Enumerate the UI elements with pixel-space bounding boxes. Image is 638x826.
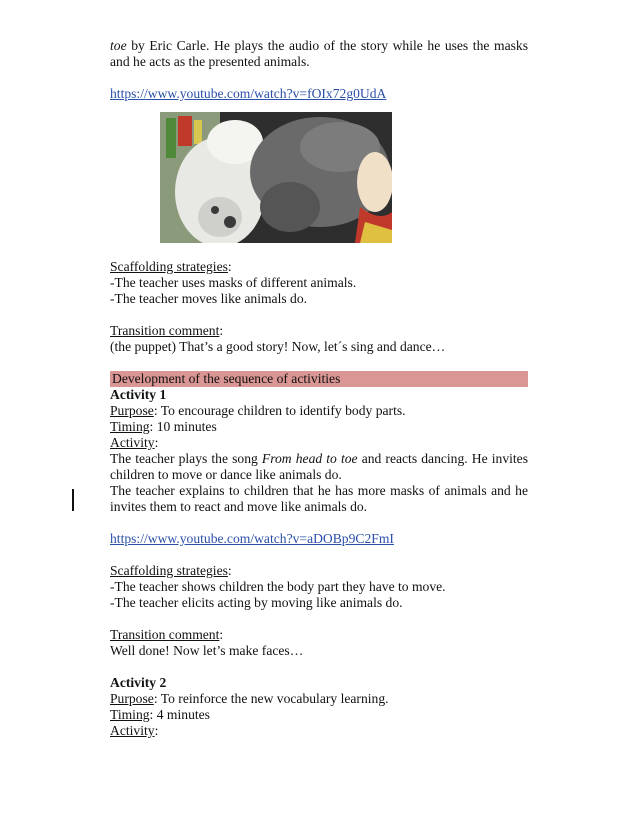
activity-1-purpose: Purpose: To encourage children to identify body parts. [110, 403, 406, 418]
activity-1-paragraph-2: The teacher explains to children that he has more masks of animals and he invites them to react and move like animals do. [110, 483, 528, 514]
transition-heading-1: Transition comment: [110, 323, 224, 338]
activity-2-timing: Timing: 4 minutes [110, 707, 210, 722]
youtube-link-2[interactable]: https://www.youtube.com/watch?v=aDOBp9C2FmI [110, 531, 394, 546]
scaffolding-heading-2: Scaffolding strategies: [110, 563, 232, 578]
activity-1-timing: Timing: 10 minutes [110, 419, 217, 434]
activity-1-label: Activity: [110, 435, 159, 450]
scaffolding-heading-1: Scaffolding strategies: [110, 259, 232, 274]
intro-text: by Eric Carle. He plays the audio of the story while he uses the masks and he acts as the presented animals. [110, 38, 528, 69]
youtube-link-1[interactable]: https://www.youtube.com/watch?v=fOIx72g0UdA [110, 86, 387, 101]
intro-paragraph [110, 38, 528, 70]
scaffolding-item: -The teacher moves like animals do. [110, 291, 308, 306]
activity-2-title: Activity 2 [110, 675, 167, 690]
scaffolding-item: -The teacher uses masks of different animals. [110, 275, 357, 290]
section-heading: Development of the sequence of activities [110, 371, 528, 387]
document-page [110, 38, 528, 739]
activity-2-label: Activity: [110, 723, 159, 738]
song-title: From head to toe [261, 451, 358, 466]
scaffolding-item: -The teacher shows children the body part they have to move. [110, 579, 446, 594]
change-bar [72, 489, 74, 511]
transition-text-2: Well done! Now let’s make faces… [110, 643, 304, 658]
activity-1-paragraph-1: The teacher plays the song From head to toe and reacts dancing. He invites children to move or dance like animals do. [110, 451, 528, 482]
animal-masks-image [160, 112, 392, 243]
activity-1-title: Activity 1 [110, 387, 167, 402]
intro-italic: toe [110, 38, 127, 53]
video-thumbnail-animal-masks-icon [160, 112, 392, 243]
scaffolding-item: -The teacher elicits acting by moving like animals do. [110, 595, 403, 610]
transition-heading-2: Transition comment: [110, 627, 224, 642]
transition-text-1: (the puppet) That’s a good story! Now, let´s sing and dance… [110, 339, 446, 354]
activity-2-purpose: Purpose: To reinforce the new vocabulary learning. [110, 691, 389, 706]
